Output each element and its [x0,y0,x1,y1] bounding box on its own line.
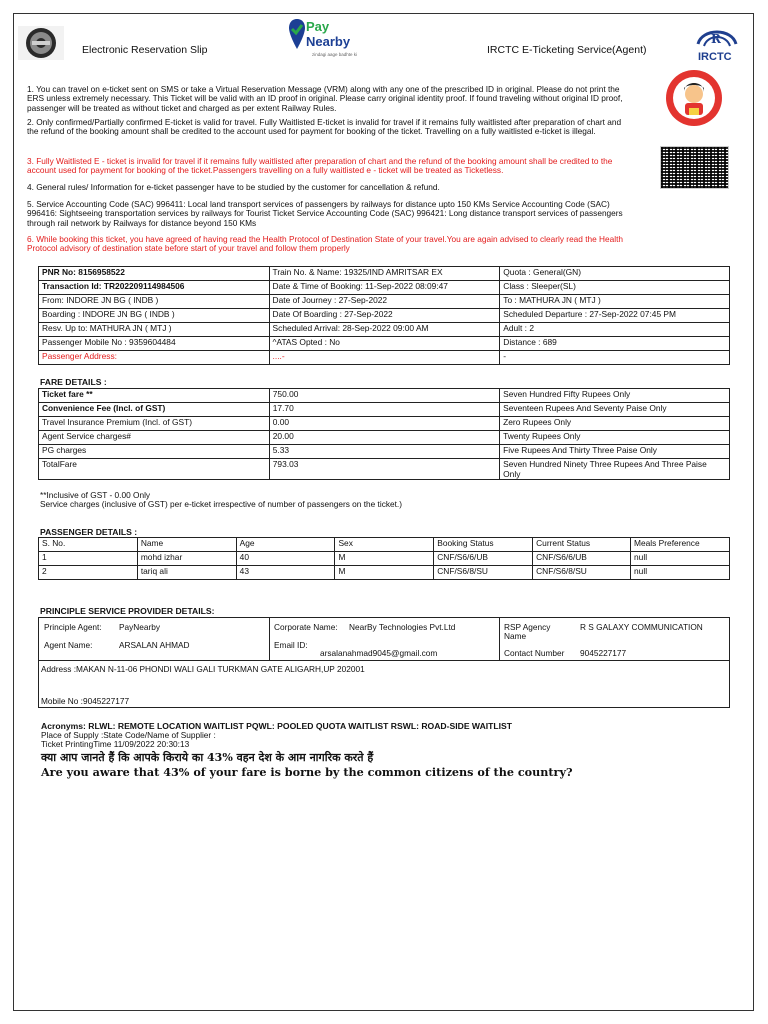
contact-number: 9045227177 [580,648,627,658]
location-pin-icon [287,17,307,51]
cell: CNF/S6/6/UB [434,552,533,566]
cell: M [335,552,434,566]
table-row [39,281,730,295]
email-label: Email ID: [274,640,308,650]
beti-bachao-logo [660,68,728,128]
cell: CNF/S6/6/UB [533,552,631,566]
note-6: 6. While booking this ticket, you have agreed of having read the Health Protocol of Destination State of your travel.You are again advised to clearly read the Health Protocol advisory of destination state before start of your travel and follow them properly [27,234,624,254]
boarding-date: Date Of Boarding : 27-Sep-2022 [269,309,500,323]
agent-address: Address :MAKAN N-11-06 PHONDI WALI GALI TURKMAN GATE ALIGARH,UP 202001 [41,664,365,674]
paynearby-logo [287,17,363,61]
svg-text:R: R [711,32,721,46]
fare-label: TotalFare [39,459,270,480]
irctc-logo [690,22,744,64]
agent-name-label: Agent Name: [44,640,93,650]
table-row [39,295,730,309]
fare-words: Seventeen Rupees And Seventy Paise Only [500,403,730,417]
scheduled-departure: Scheduled Departure : 27-Sep-2022 07:45 PM [500,309,730,323]
fare-label: PG charges [39,445,270,459]
fare-amount: 20.00 [269,431,499,445]
col-header: S. No. [39,538,138,552]
table-row [39,337,730,351]
col-header: Sex [335,538,434,552]
reservation-upto: Resv. Up to: MATHURA JN ( MTJ ) [39,323,270,337]
scheduled-arrival: Scheduled Arrival: 28-Sep-2022 09:00 AM [269,323,500,337]
train-name: Train No. & Name: 19325/IND AMRITSAR EX [269,267,500,281]
note-3: 3. Fully Waitlisted E - ticket is invalid for travel if it remains fully waitlisted after preparation of chart and the refund of the booking amount shall be credited to the account used for payment for booking of the ticket.Passengers travelling on a fully waitlisted e - ticket will be treated as Ticketless. [27,156,613,176]
fare-label: Agent Service charges# [39,431,270,445]
note-1: 1. You can travel on e-ticket sent on SMS or take a Virtual Reservation Message (VRM) along with any one of the prescribed ID in original. Please do not print the ERS unless extremely necessary. This Ticket will be valid with an ID proof in original. Please carry original identity proof. If found traveling without original ID proof, passenger will be treated as without ticket and charged as per extent Railway Rules. [27,84,623,113]
fare-words: Seven Hundred Ninety Three Rupees And Three Paise Only [500,459,730,480]
table-row [39,267,730,281]
col-header: Current Status [533,538,631,552]
col-header: Name [137,538,236,552]
table-row [39,309,730,323]
cell: null [631,552,730,566]
rsp-agency-name: R S GALAXY COMMUNICATION [580,622,703,632]
adult-count: Adult : 2 [500,323,730,337]
fare-details-title: FARE DETAILS : [40,377,107,387]
contact-label: Contact Number [504,648,565,658]
rsp-agency-label: RSP Agency Name [504,622,551,642]
distance: Distance : 689 [500,337,730,351]
acronyms: Acronyms: RLWL: REMOTE LOCATION WAITLIST PQWL: POOLED QUOTA WAITLIST RSWL: ROAD-SIDE WAITLIST [41,721,513,731]
provider-details-title: PRINCIPLE SERVICE PROVIDER DETAILS: [40,606,215,616]
cell: 40 [236,552,335,566]
class: Class : Sleeper(SL) [500,281,730,295]
table-row [39,403,730,417]
fare-label: Travel Insurance Premium (Incl. of GST) [39,417,270,431]
table-row [39,552,730,566]
quota: Quota : General(GN) [500,267,730,281]
email-value: arsalanahmad9045@gmail.com [320,648,438,658]
table-row [39,445,730,459]
table-row [39,389,730,403]
cell: M [335,566,434,580]
cell: mohd izhar [137,552,236,566]
boarding-station: Boarding : INDORE JN BG ( INDB ) [39,309,270,323]
fare-amount: 750.00 [269,389,499,403]
irctc-logo-text: IRCTC [698,51,732,63]
table-row [39,323,730,337]
passenger-address-label: Passenger Address: [39,351,270,365]
fare-words: Seven Hundred Fifty Rupees Only [500,389,730,403]
fare-words: Twenty Rupees Only [500,431,730,445]
cell: tariq ali [137,566,236,580]
booking-datetime: Date & Time of Booking: 11-Sep-2022 08:09:47 [269,281,500,295]
journey-table [38,266,730,365]
passenger-address-extra: - [500,351,730,365]
fare-words: Zero Rupees Only [500,417,730,431]
agent-mobile: Mobile No :9045227177 [41,696,130,706]
fare-amount: 793.03 [269,459,499,480]
fare-words: Five Rupees And Thirty Three Paise Only [500,445,730,459]
service-charge-note: Service charges (inclusive of GST) per e-ticket irrespective of number of passengers on the ticket.) [40,499,402,509]
brand-tagline: zindagi aage badhte ki [312,52,358,57]
cell: 1 [39,552,138,566]
passenger-address-value: ....- [269,351,500,365]
table-row [39,459,730,480]
cell: 2 [39,566,138,580]
corporate-label: Corporate Name: [274,622,338,632]
pnr-number: PNR No: 8156958522 [39,267,270,281]
transaction-id: Transaction Id: TR202209114984506 [39,281,270,295]
brand-pay: Pay [306,19,330,34]
printing-time: Ticket PrintingTime 11/09/2022 20:30:13 [41,739,190,749]
fare-label: Ticket fare ** [39,389,270,403]
to-station: To : MATHURA JN ( MTJ ) [500,295,730,309]
note-5: 5. Service Accounting Code (SAC) 996411: Local land transport services of passengers by railways for distance upto 150 KMs Service Accounting Code (SAC) 996416: Sightseeing transportation services by railways for Tourist Ticket Service Accounting Code (SAC) 996421: Long distance transport services of passengers through rail network by Railways for distance beyond 150 KMs [27,199,623,228]
railway-emblem-logo [18,26,64,60]
fare-table [38,388,730,480]
cell: CNF/S6/8/SU [434,566,533,580]
place-of-supply: Place of Supply :State Code/Name of Supplier : [41,730,216,740]
note-4: 4. General rules/ Information for e-ticket passenger have to be studied by the customer for cancellation & refund. [27,182,440,192]
fare-label: Convenience Fee (Incl. of GST) [39,403,270,417]
subsidy-hindi: क्या आप जानते हैं कि आपके किराये का 43% वहन देश के आम नागरिक करते हैं [41,751,374,764]
cell: 43 [236,566,335,580]
table-row [39,417,730,431]
col-header: Meals Preference [631,538,730,552]
fare-amount: 0.00 [269,417,499,431]
col-header: Booking Status [434,538,533,552]
passenger-details-title: PASSENGER DETAILS : [40,527,138,537]
fare-amount: 17.70 [269,403,499,417]
table-row [39,431,730,445]
irctc-service-title: IRCTC E-Ticketing Service(Agent) [487,44,647,56]
table-row [39,566,730,580]
fare-amount: 5.33 [269,445,499,459]
table-row [39,351,730,365]
note-2: 2. Only confirmed/Partially confirmed E-ticket is valid for travel. Fully Waitlisted E-ticket is invalid for travel if it remains fully waitlisted after preparation of chart and the refund of the booking amount shall be credited to the account used for payment for booking of the ticket. Travelling on a fully waitlisted e-ticket is illegal. [27,117,622,137]
col-header: Age [236,538,335,552]
cell: CNF/S6/8/SU [533,566,631,580]
subsidy-english: Are you aware that 43% of your fare is borne by the common citizens of the country? [41,765,573,779]
corporate-name: NearBy Technologies Pvt.Ltd [349,622,456,632]
journey-date: Date of Journey : 27-Sep-2022 [269,295,500,309]
principal-agent: PayNearby [119,622,161,632]
gst-note: **Inclusive of GST - 0.00 Only [40,490,151,500]
principal-agent-label: Principle Agent: [44,622,102,632]
agent-name: ARSALAN AHMAD [119,640,190,650]
brand-nearby: Nearby [306,34,351,49]
from-station: From: INDORE JN BG ( INDB ) [39,295,270,309]
cell: null [631,566,730,580]
passenger-mobile: Passenger Mobile No : 9359604484 [39,337,270,351]
atas-opted: ^ATAS Opted : No [269,337,500,351]
ers-title: Electronic Reservation Slip [82,44,208,56]
table-header-row [39,538,730,552]
passenger-table [38,537,730,580]
qr-code [660,146,729,189]
